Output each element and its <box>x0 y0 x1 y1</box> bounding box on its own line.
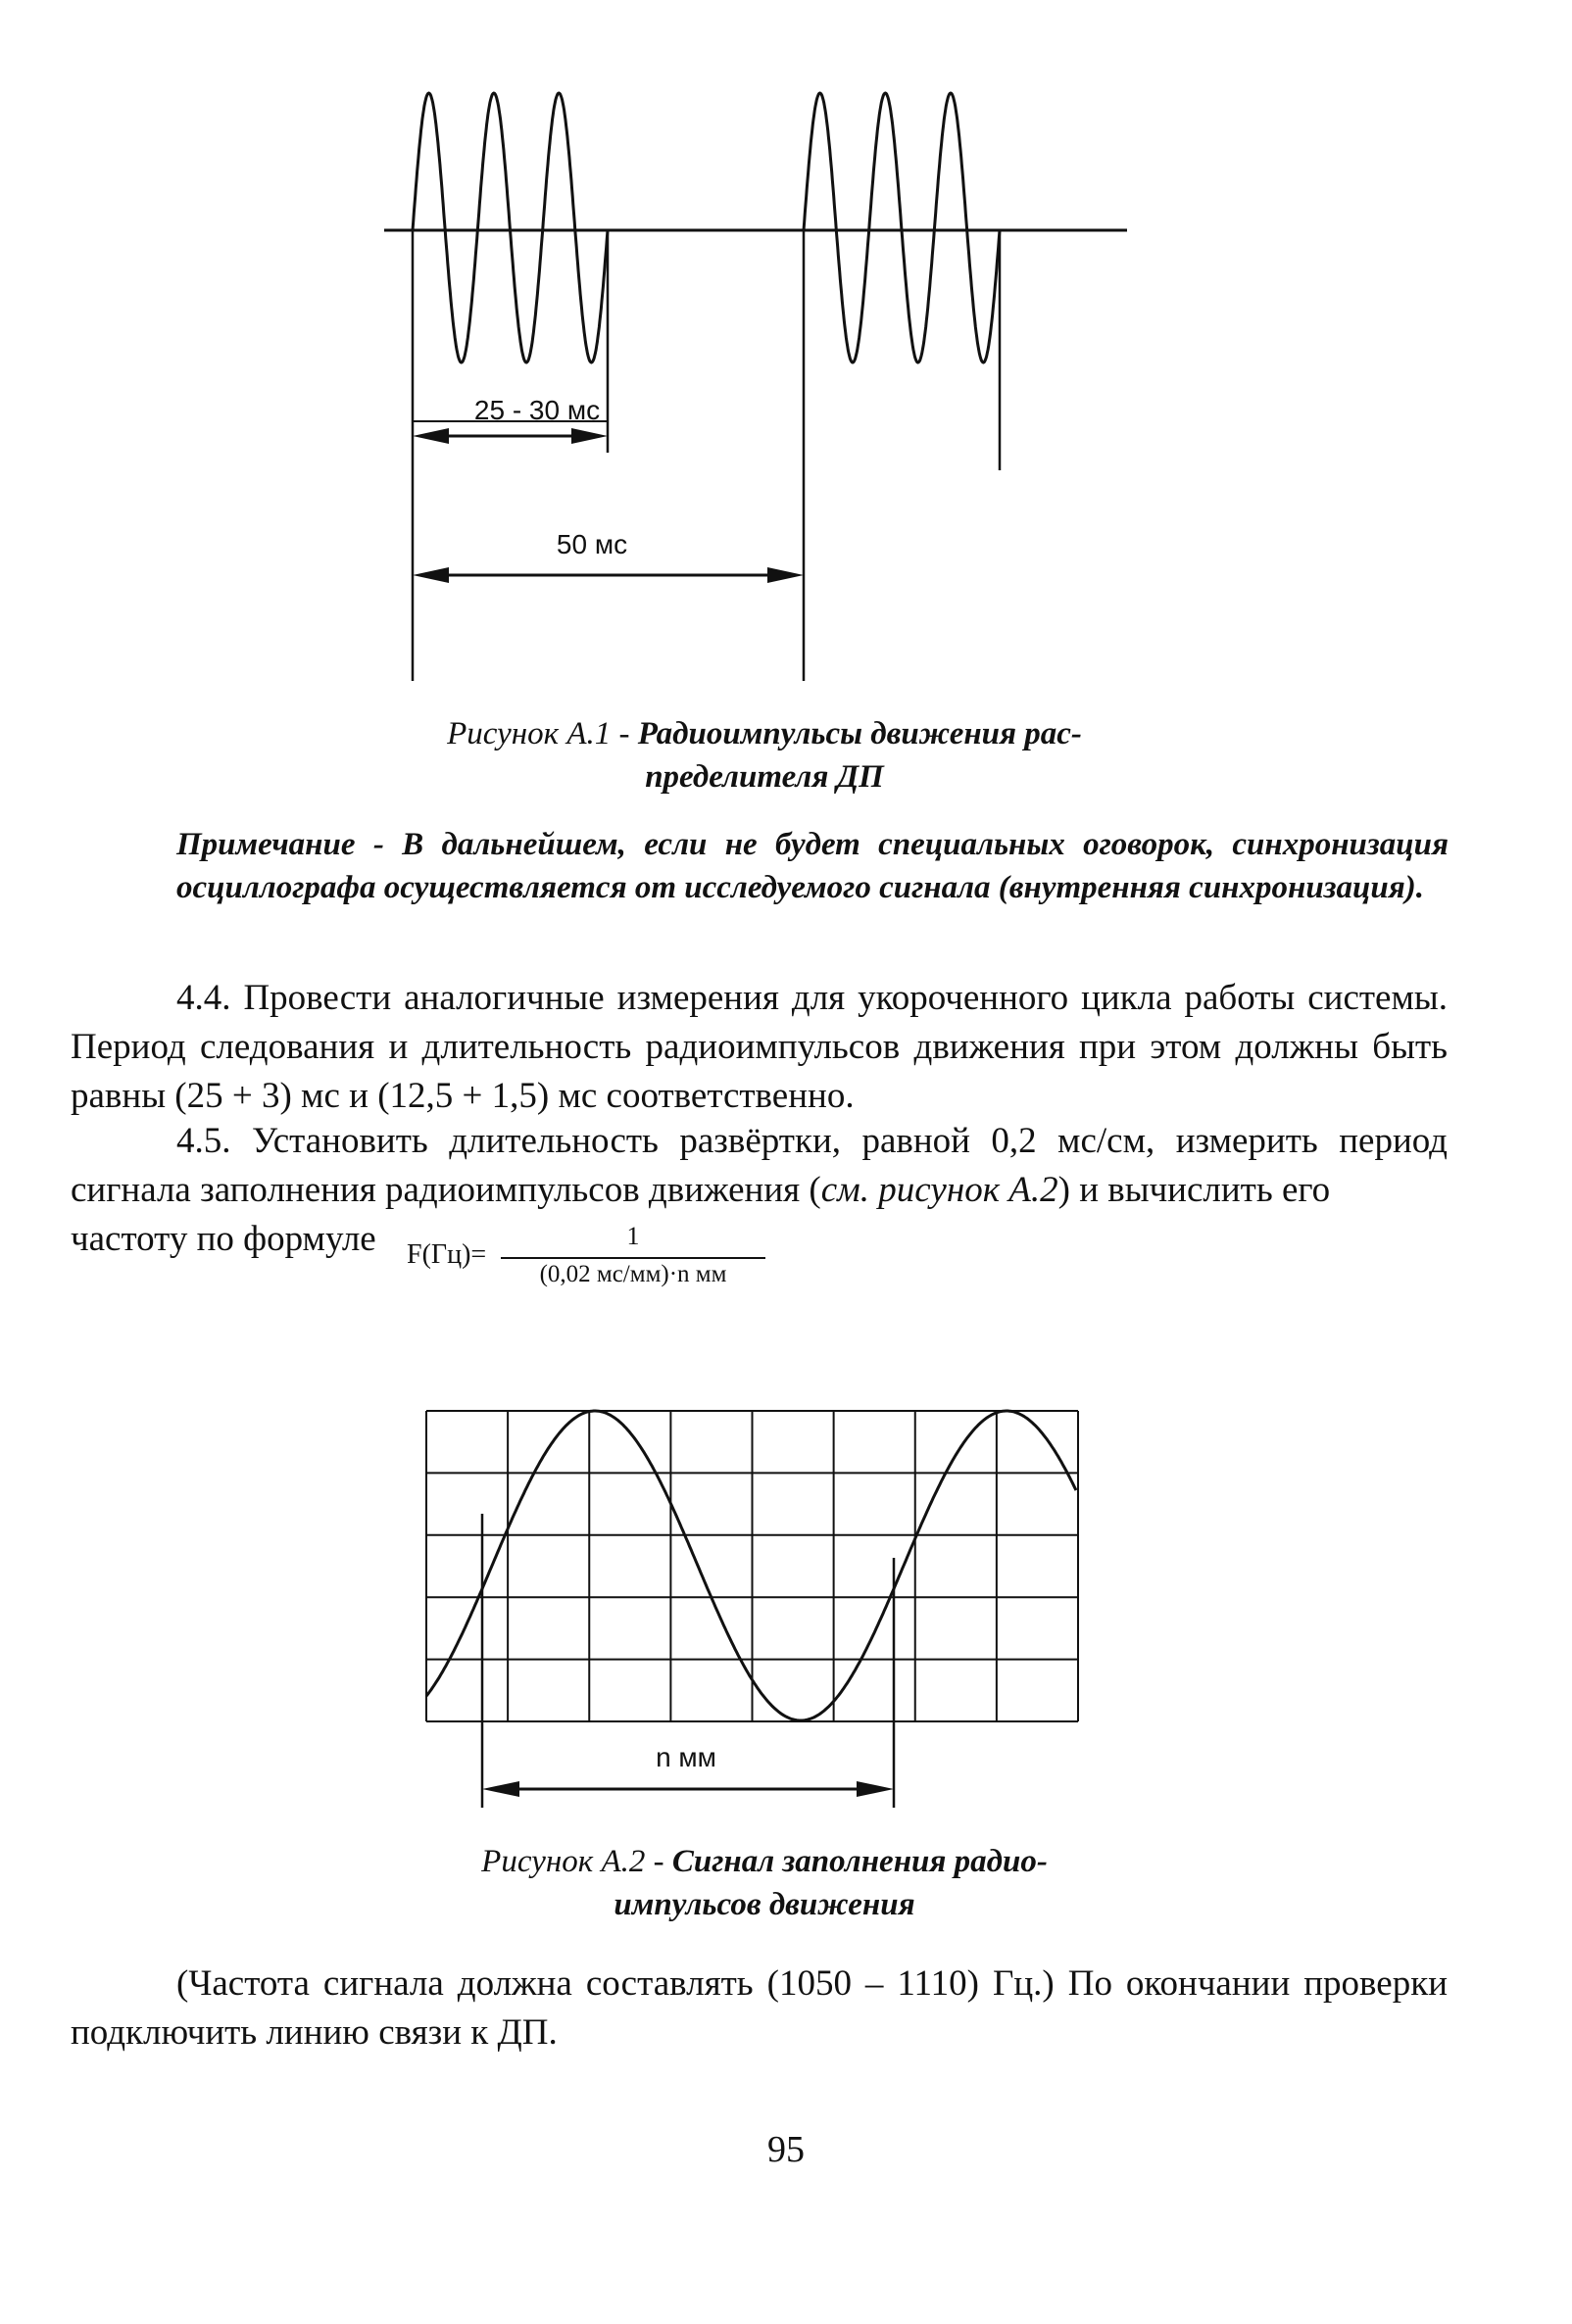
paragraph-4-5-figure-ref: см. рисунок А.2 <box>820 1170 1058 1210</box>
fig1-dim-short-label: 25 - 30 мс <box>473 395 601 425</box>
formula-numerator: 1 <box>626 1222 640 1250</box>
note-paragraph <box>176 823 1449 909</box>
figure-a2-caption <box>372 1840 1156 1926</box>
paragraph-4-5-part1: 4.5. Установить длительность развёртки, равной 0,2 мс/см, измерить период сигнала заполнения радиоимпульсов движения ( <box>71 1121 1448 1210</box>
fig1-dim-short-arrow-left <box>413 428 449 444</box>
fig2-grid <box>426 1411 1078 1721</box>
paragraph-4-5-line3: частоту по формуле <box>71 1219 376 1259</box>
figure-a1 <box>0 0 1572 705</box>
frequency-formula <box>407 1222 769 1300</box>
paragraph-4-5-part2: ) и вычислить его <box>1057 1170 1331 1210</box>
paragraph-4-5 <box>71 1117 1448 1215</box>
figure-a1-caption-title-1: Радиоимпульсы движения рас- <box>637 716 1082 751</box>
fig1-dim-long-arrow-left <box>413 567 449 583</box>
note-text: - В дальнейшем, если не будет специальных оговорок, синхронизация осциллографа осуществляется от исследуемого сигнала (внутренняя синхронизация). <box>176 827 1449 905</box>
paragraph-final <box>71 1960 1448 2058</box>
fig2-sine-wave <box>426 1411 1076 1720</box>
figure-a1-caption-title-2: пределителя ДП <box>645 759 884 795</box>
figure-a1-caption <box>372 712 1156 799</box>
formula-denominator: (0,02 мс/мм)·n мм <box>539 1261 727 1287</box>
fig2-dim-arrow-right <box>857 1781 894 1797</box>
paragraph-4-4 <box>71 974 1448 1121</box>
fig1-dim-long-arrow-right <box>767 567 804 583</box>
fig2-dim-arrow-left <box>482 1781 519 1797</box>
fig1-dim-short-arrow-right <box>571 428 608 444</box>
fig1-pulse-1 <box>413 93 608 363</box>
figure-a2-caption-prefix: Рисунок А.2 - <box>481 1844 672 1879</box>
formula-fraction-bar <box>501 1257 765 1259</box>
fig2-dim-label: n мм <box>656 1742 716 1772</box>
figure-a2-caption-title-2: импульсов движения <box>614 1887 915 1922</box>
note-label: Примечание <box>176 827 356 862</box>
fig1-dim-long-label: 50 мс <box>556 529 628 559</box>
paragraph-4-4-text: 4.4. Провести аналогичные измерения для укороченного цикла работы системы. Период следования и длительность радиоимпульсов движения при этом должны быть равны (25 + 3) мс и (12,5 + 1,5) мс соответственно. <box>71 978 1448 1116</box>
figure-a1-caption-prefix: Рисунок А.1 - <box>447 716 638 751</box>
formula-lhs: F(Гц)= <box>407 1239 487 1270</box>
page-number: 95 <box>767 2129 805 2170</box>
figure-a2-caption-title-1: Сигнал заполнения радио- <box>671 1844 1048 1879</box>
fig1-pulse-2 <box>804 93 1000 363</box>
paragraph-final-text: (Частота сигнала должна составлять (1050 – 1110) Гц.) По окончании проверки подключить линию связи к ДП. <box>71 1963 1448 2053</box>
